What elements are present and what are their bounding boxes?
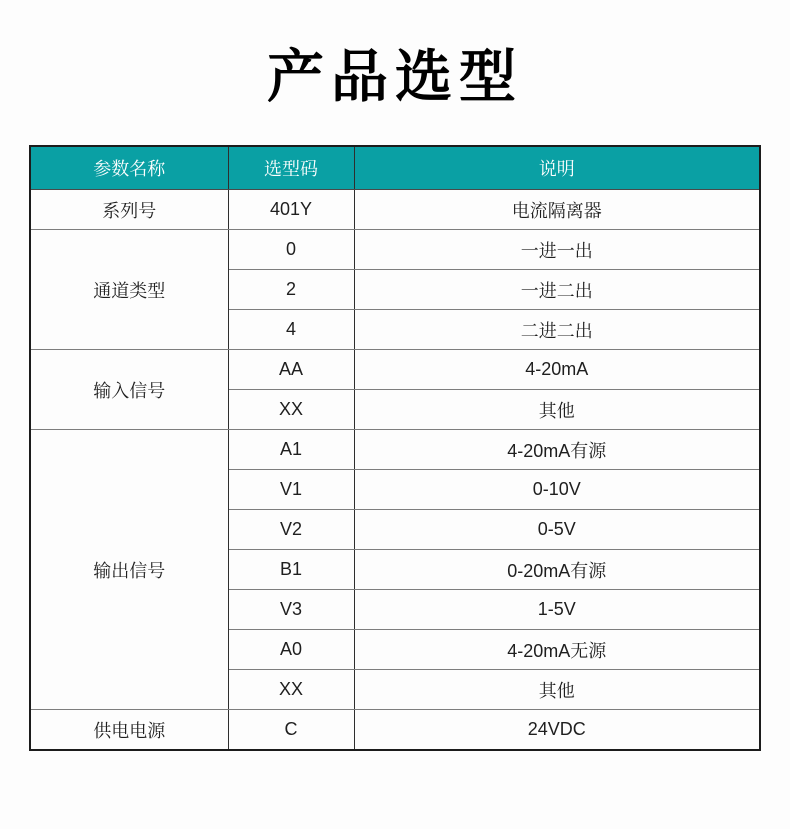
param-name-cell: 供电电源: [30, 710, 228, 751]
selection-code-cell: AA: [228, 350, 354, 390]
selection-code-cell: XX: [228, 390, 354, 430]
table-row: [30, 230, 760, 270]
header-description: 说明: [354, 146, 760, 190]
description-cell: 其他: [354, 670, 760, 710]
description-cell: 24VDC: [354, 710, 760, 751]
selection-code-cell: 2: [228, 270, 354, 310]
selection-code-cell: 401Y: [228, 190, 354, 230]
description-cell: 一进二出: [354, 270, 760, 310]
selection-code-cell: XX: [228, 670, 354, 710]
description-cell: 一进一出: [354, 230, 760, 270]
header-param-name: 参数名称: [30, 146, 228, 190]
selection-code-cell: B1: [228, 550, 354, 590]
description-cell: 1-5V: [354, 590, 760, 630]
description-cell: 二进二出: [354, 310, 760, 350]
description-cell: 4-20mA: [354, 350, 760, 390]
param-name-cell: 系列号: [30, 190, 228, 230]
param-name-cell: 输入信号: [30, 350, 228, 430]
selection-code-cell: V2: [228, 510, 354, 550]
description-cell: 0-20mA有源: [354, 550, 760, 590]
page-title: 产品选型: [267, 45, 523, 109]
description-cell: 其他: [354, 390, 760, 430]
description-cell: 电流隔离器: [354, 190, 760, 230]
param-name-cell: 通道类型: [30, 230, 228, 350]
selection-code-cell: V1: [228, 470, 354, 510]
description-cell: 0-5V: [354, 510, 760, 550]
selection-code-cell: A1: [228, 430, 354, 470]
table-row: [30, 350, 760, 390]
description-cell: 4-20mA无源: [354, 630, 760, 670]
description-cell: 0-10V: [354, 470, 760, 510]
selection-code-cell: C: [228, 710, 354, 751]
selection-code-cell: A0: [228, 630, 354, 670]
table-header-row: [30, 146, 760, 190]
product-selection-table: [29, 145, 761, 751]
description-cell: 4-20mA有源: [354, 430, 760, 470]
selection-code-cell: 4: [228, 310, 354, 350]
table-row: [30, 430, 760, 470]
table-body: [30, 190, 760, 751]
header-selection-code: 选型码: [228, 146, 354, 190]
table-row: [30, 710, 760, 751]
param-name-cell: 输出信号: [30, 430, 228, 710]
table-row: [30, 190, 760, 230]
selection-code-cell: 0: [228, 230, 354, 270]
selection-code-cell: V3: [228, 590, 354, 630]
